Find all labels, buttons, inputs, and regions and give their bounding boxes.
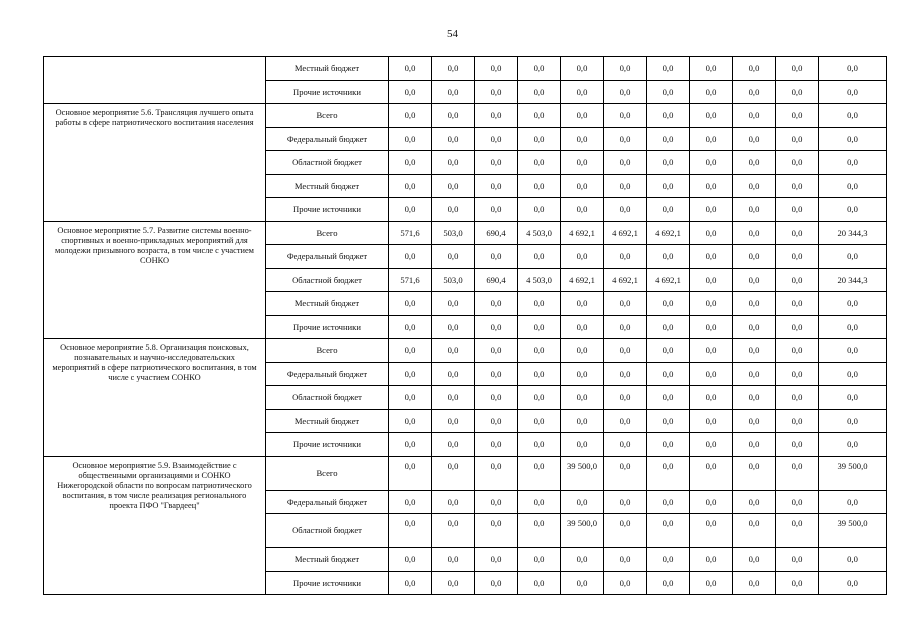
value-cell: 0,0	[733, 456, 776, 490]
value-cell: 0,0	[819, 571, 887, 595]
value-cell: 0,0	[389, 315, 432, 339]
value-cell: 0,0	[561, 174, 604, 198]
value-cell: 0,0	[561, 433, 604, 457]
value-cell: 0,0	[819, 80, 887, 104]
value-cell: 0,0	[604, 292, 647, 316]
value-cell: 0,0	[518, 104, 561, 128]
funding-source: Местный бюджет	[266, 409, 389, 433]
value-cell: 0,0	[776, 456, 819, 490]
value-cell: 0,0	[776, 245, 819, 269]
value-cell: 0,0	[733, 174, 776, 198]
value-cell: 0,0	[389, 174, 432, 198]
value-cell: 0,0	[690, 514, 733, 548]
value-cell: 0,0	[819, 174, 887, 198]
value-cell: 20 344,3	[819, 268, 887, 292]
value-cell: 4 503,0	[518, 268, 561, 292]
value-cell: 0,0	[389, 339, 432, 363]
value-cell: 0,0	[819, 339, 887, 363]
value-cell: 0,0	[561, 490, 604, 514]
value-cell: 0,0	[561, 548, 604, 572]
value-cell: 0,0	[647, 127, 690, 151]
value-cell: 0,0	[819, 490, 887, 514]
value-cell: 0,0	[690, 362, 733, 386]
page-number: 54	[447, 28, 458, 40]
value-cell: 0,0	[432, 362, 475, 386]
value-cell: 0,0	[475, 292, 518, 316]
value-cell: 0,0	[518, 127, 561, 151]
value-cell: 0,0	[776, 339, 819, 363]
funding-source: Местный бюджет	[266, 174, 389, 198]
value-cell: 0,0	[776, 268, 819, 292]
value-cell: 571,6	[389, 221, 432, 245]
value-cell: 0,0	[819, 57, 887, 81]
value-cell: 0,0	[690, 456, 733, 490]
value-cell: 0,0	[475, 571, 518, 595]
value-cell: 0,0	[475, 245, 518, 269]
value-cell: 0,0	[518, 386, 561, 410]
value-cell: 0,0	[432, 339, 475, 363]
value-cell: 0,0	[604, 80, 647, 104]
value-cell: 0,0	[819, 548, 887, 572]
funding-source: Федеральный бюджет	[266, 127, 389, 151]
value-cell: 0,0	[518, 57, 561, 81]
value-cell: 0,0	[432, 456, 475, 490]
value-cell: 0,0	[604, 151, 647, 175]
value-cell: 0,0	[733, 315, 776, 339]
value-cell: 0,0	[819, 386, 887, 410]
value-cell: 0,0	[604, 571, 647, 595]
value-cell: 0,0	[432, 409, 475, 433]
value-cell: 0,0	[776, 151, 819, 175]
value-cell: 0,0	[733, 548, 776, 572]
value-cell: 0,0	[733, 386, 776, 410]
funding-source: Местный бюджет	[266, 57, 389, 81]
value-cell: 0,0	[604, 409, 647, 433]
value-cell: 0,0	[604, 490, 647, 514]
value-cell: 0,0	[776, 80, 819, 104]
value-cell: 0,0	[690, 571, 733, 595]
value-cell: 0,0	[776, 490, 819, 514]
value-cell: 0,0	[690, 198, 733, 222]
funding-source: Федеральный бюджет	[266, 490, 389, 514]
value-cell: 0,0	[432, 174, 475, 198]
funding-source: Областной бюджет	[266, 151, 389, 175]
value-cell: 503,0	[432, 221, 475, 245]
value-cell: 0,0	[690, 221, 733, 245]
value-cell: 0,0	[733, 221, 776, 245]
value-cell: 0,0	[776, 292, 819, 316]
value-cell: 0,0	[432, 245, 475, 269]
value-cell: 0,0	[776, 386, 819, 410]
value-cell: 0,0	[389, 409, 432, 433]
value-cell: 0,0	[733, 198, 776, 222]
value-cell: 0,0	[432, 151, 475, 175]
value-cell: 0,0	[518, 362, 561, 386]
funding-source: Областной бюджет	[266, 386, 389, 410]
value-cell: 0,0	[776, 433, 819, 457]
value-cell: 0,0	[647, 80, 690, 104]
value-cell: 0,0	[518, 548, 561, 572]
funding-source: Местный бюджет	[266, 548, 389, 572]
value-cell: 0,0	[776, 174, 819, 198]
value-cell: 4 503,0	[518, 221, 561, 245]
value-cell: 0,0	[647, 57, 690, 81]
value-cell: 0,0	[518, 514, 561, 548]
value-cell: 0,0	[776, 514, 819, 548]
value-cell: 0,0	[561, 151, 604, 175]
value-cell: 0,0	[776, 548, 819, 572]
value-cell: 0,0	[475, 339, 518, 363]
value-cell: 0,0	[733, 245, 776, 269]
value-cell: 39 500,0	[561, 456, 604, 490]
value-cell: 4 692,1	[561, 221, 604, 245]
funding-source: Прочие источники	[266, 315, 389, 339]
value-cell: 503,0	[432, 268, 475, 292]
value-cell: 0,0	[561, 362, 604, 386]
value-cell: 0,0	[604, 456, 647, 490]
value-cell: 0,0	[518, 245, 561, 269]
value-cell: 0,0	[733, 514, 776, 548]
value-cell: 0,0	[733, 268, 776, 292]
value-cell: 0,0	[819, 104, 887, 128]
value-cell: 39 500,0	[819, 456, 887, 490]
value-cell: 0,0	[690, 151, 733, 175]
value-cell: 0,0	[432, 548, 475, 572]
value-cell: 0,0	[647, 198, 690, 222]
value-cell: 4 692,1	[561, 268, 604, 292]
value-cell: 0,0	[604, 57, 647, 81]
activity-description	[44, 57, 266, 104]
value-cell: 690,4	[475, 268, 518, 292]
value-cell: 0,0	[690, 490, 733, 514]
value-cell: 0,0	[604, 433, 647, 457]
value-cell: 0,0	[647, 490, 690, 514]
budget-table	[43, 56, 887, 595]
value-cell: 0,0	[776, 315, 819, 339]
value-cell: 0,0	[432, 104, 475, 128]
value-cell: 0,0	[733, 292, 776, 316]
value-cell: 0,0	[733, 339, 776, 363]
value-cell: 0,0	[604, 127, 647, 151]
value-cell: 0,0	[604, 339, 647, 363]
value-cell: 0,0	[389, 514, 432, 548]
funding-source: Областной бюджет	[266, 268, 389, 292]
value-cell: 0,0	[432, 80, 475, 104]
value-cell: 0,0	[819, 292, 887, 316]
value-cell: 0,0	[690, 292, 733, 316]
value-cell: 0,0	[432, 514, 475, 548]
value-cell: 0,0	[561, 80, 604, 104]
activity-description: Основное мероприятие 5.9. Взаимодействие с общественными организациями и СОНКО Нижегородской области по вопросам патриотического воспитания, в том числе реализация регионального проекта ПФО "Гвардеец"	[44, 456, 266, 595]
value-cell: 0,0	[561, 571, 604, 595]
value-cell: 0,0	[518, 490, 561, 514]
value-cell: 0,0	[733, 571, 776, 595]
value-cell: 0,0	[733, 127, 776, 151]
value-cell: 0,0	[475, 57, 518, 81]
value-cell: 0,0	[819, 409, 887, 433]
value-cell: 0,0	[389, 548, 432, 572]
value-cell: 0,0	[647, 245, 690, 269]
value-cell: 0,0	[690, 104, 733, 128]
value-cell: 0,0	[518, 174, 561, 198]
value-cell: 0,0	[819, 362, 887, 386]
funding-source: Прочие источники	[266, 433, 389, 457]
value-cell: 0,0	[604, 104, 647, 128]
value-cell: 571,6	[389, 268, 432, 292]
value-cell: 39 500,0	[561, 514, 604, 548]
value-cell: 0,0	[475, 198, 518, 222]
value-cell: 0,0	[647, 151, 690, 175]
value-cell: 4 692,1	[604, 268, 647, 292]
value-cell: 0,0	[432, 571, 475, 595]
value-cell: 0,0	[733, 490, 776, 514]
value-cell: 0,0	[475, 315, 518, 339]
budget-table-body	[44, 57, 887, 595]
value-cell: 0,0	[475, 104, 518, 128]
value-cell: 0,0	[647, 433, 690, 457]
value-cell: 0,0	[690, 386, 733, 410]
value-cell: 0,0	[475, 174, 518, 198]
value-cell: 0,0	[432, 433, 475, 457]
funding-source: Всего	[266, 221, 389, 245]
table-row	[44, 57, 887, 81]
value-cell: 0,0	[604, 315, 647, 339]
value-cell: 0,0	[475, 548, 518, 572]
activity-description: Основное мероприятие 5.7. Развитие системы военно-спортивных и военно-прикладных мероприятий для молодежи призывного возраста, в том числе с участием СОНКО	[44, 221, 266, 339]
value-cell: 0,0	[561, 104, 604, 128]
value-cell: 0,0	[604, 245, 647, 269]
value-cell: 0,0	[647, 292, 690, 316]
value-cell: 0,0	[561, 198, 604, 222]
value-cell: 0,0	[518, 315, 561, 339]
value-cell: 0,0	[819, 245, 887, 269]
value-cell: 0,0	[690, 57, 733, 81]
value-cell: 0,0	[432, 386, 475, 410]
funding-source: Прочие источники	[266, 571, 389, 595]
value-cell: 0,0	[389, 57, 432, 81]
value-cell: 0,0	[518, 151, 561, 175]
value-cell: 0,0	[432, 198, 475, 222]
value-cell: 0,0	[389, 151, 432, 175]
value-cell: 0,0	[690, 409, 733, 433]
value-cell: 0,0	[389, 104, 432, 128]
value-cell: 0,0	[561, 386, 604, 410]
value-cell: 0,0	[690, 80, 733, 104]
value-cell: 0,0	[690, 315, 733, 339]
value-cell: 0,0	[389, 490, 432, 514]
value-cell: 0,0	[647, 456, 690, 490]
value-cell: 0,0	[389, 245, 432, 269]
value-cell: 0,0	[389, 127, 432, 151]
value-cell: 0,0	[475, 362, 518, 386]
value-cell: 0,0	[389, 198, 432, 222]
value-cell: 0,0	[389, 362, 432, 386]
value-cell: 0,0	[475, 456, 518, 490]
value-cell: 0,0	[518, 456, 561, 490]
value-cell: 0,0	[389, 80, 432, 104]
value-cell: 0,0	[561, 292, 604, 316]
funding-source: Федеральный бюджет	[266, 362, 389, 386]
funding-source: Федеральный бюджет	[266, 245, 389, 269]
value-cell: 0,0	[432, 57, 475, 81]
value-cell: 0,0	[647, 386, 690, 410]
value-cell: 4 692,1	[647, 221, 690, 245]
value-cell: 0,0	[389, 456, 432, 490]
value-cell: 20 344,3	[819, 221, 887, 245]
value-cell: 0,0	[647, 548, 690, 572]
value-cell: 0,0	[647, 362, 690, 386]
value-cell: 0,0	[733, 57, 776, 81]
value-cell: 0,0	[475, 80, 518, 104]
value-cell: 0,0	[604, 386, 647, 410]
value-cell: 0,0	[561, 245, 604, 269]
value-cell: 0,0	[518, 292, 561, 316]
value-cell: 0,0	[690, 245, 733, 269]
table-row	[44, 221, 887, 245]
value-cell: 0,0	[776, 127, 819, 151]
value-cell: 0,0	[819, 198, 887, 222]
value-cell: 0,0	[647, 339, 690, 363]
value-cell: 0,0	[819, 315, 887, 339]
value-cell: 0,0	[647, 409, 690, 433]
value-cell: 0,0	[518, 339, 561, 363]
value-cell: 0,0	[690, 268, 733, 292]
value-cell: 0,0	[647, 174, 690, 198]
value-cell: 0,0	[432, 127, 475, 151]
value-cell: 0,0	[647, 571, 690, 595]
value-cell: 0,0	[733, 433, 776, 457]
value-cell: 0,0	[690, 174, 733, 198]
value-cell: 0,0	[475, 490, 518, 514]
value-cell: 0,0	[475, 386, 518, 410]
value-cell: 0,0	[690, 548, 733, 572]
table-row	[44, 104, 887, 128]
value-cell: 0,0	[819, 151, 887, 175]
value-cell: 0,0	[690, 433, 733, 457]
value-cell: 0,0	[561, 57, 604, 81]
value-cell: 690,4	[475, 221, 518, 245]
value-cell: 0,0	[604, 362, 647, 386]
value-cell: 0,0	[776, 221, 819, 245]
value-cell: 0,0	[733, 362, 776, 386]
value-cell: 0,0	[432, 490, 475, 514]
value-cell: 0,0	[389, 292, 432, 316]
funding-source: Всего	[266, 104, 389, 128]
value-cell: 0,0	[518, 80, 561, 104]
value-cell: 0,0	[776, 198, 819, 222]
activity-description: Основное мероприятие 5.8. Организация поисковых, познавательных и научно-исследовательских мероприятий в сфере патриотического воспитания, в том числе с участием СОНКО	[44, 339, 266, 457]
value-cell: 0,0	[776, 104, 819, 128]
value-cell: 0,0	[432, 315, 475, 339]
value-cell: 0,0	[604, 174, 647, 198]
value-cell: 0,0	[733, 151, 776, 175]
value-cell: 0,0	[561, 315, 604, 339]
value-cell: 0,0	[690, 127, 733, 151]
funding-source: Прочие источники	[266, 80, 389, 104]
value-cell: 0,0	[389, 433, 432, 457]
value-cell: 0,0	[518, 433, 561, 457]
value-cell: 0,0	[819, 433, 887, 457]
value-cell: 0,0	[733, 409, 776, 433]
table-row	[44, 456, 887, 490]
table-row	[44, 339, 887, 363]
value-cell: 0,0	[475, 151, 518, 175]
funding-source: Всего	[266, 339, 389, 363]
value-cell: 0,0	[518, 409, 561, 433]
value-cell: 0,0	[776, 57, 819, 81]
value-cell: 4 692,1	[647, 268, 690, 292]
value-cell: 0,0	[690, 339, 733, 363]
value-cell: 0,0	[604, 548, 647, 572]
value-cell: 0,0	[733, 104, 776, 128]
value-cell: 0,0	[647, 104, 690, 128]
value-cell: 0,0	[475, 514, 518, 548]
funding-source: Областной бюджет	[266, 514, 389, 548]
value-cell: 0,0	[776, 409, 819, 433]
value-cell: 0,0	[776, 571, 819, 595]
value-cell: 0,0	[561, 127, 604, 151]
value-cell: 0,0	[389, 571, 432, 595]
value-cell: 0,0	[819, 127, 887, 151]
value-cell: 0,0	[647, 315, 690, 339]
activity-description: Основное мероприятие 5.6. Трансляция лучшего опыта работы в сфере патриотического воспитания населения	[44, 104, 266, 222]
value-cell: 0,0	[561, 409, 604, 433]
value-cell: 0,0	[776, 362, 819, 386]
funding-source: Прочие источники	[266, 198, 389, 222]
value-cell: 0,0	[432, 292, 475, 316]
value-cell: 0,0	[475, 127, 518, 151]
value-cell: 0,0	[604, 514, 647, 548]
value-cell: 0,0	[518, 198, 561, 222]
value-cell: 4 692,1	[604, 221, 647, 245]
value-cell: 39 500,0	[819, 514, 887, 548]
value-cell: 0,0	[475, 409, 518, 433]
value-cell: 0,0	[733, 80, 776, 104]
value-cell: 0,0	[389, 386, 432, 410]
funding-source: Местный бюджет	[266, 292, 389, 316]
value-cell: 0,0	[561, 339, 604, 363]
value-cell: 0,0	[518, 571, 561, 595]
value-cell: 0,0	[604, 198, 647, 222]
value-cell: 0,0	[647, 514, 690, 548]
value-cell: 0,0	[475, 433, 518, 457]
funding-source: Всего	[266, 456, 389, 490]
